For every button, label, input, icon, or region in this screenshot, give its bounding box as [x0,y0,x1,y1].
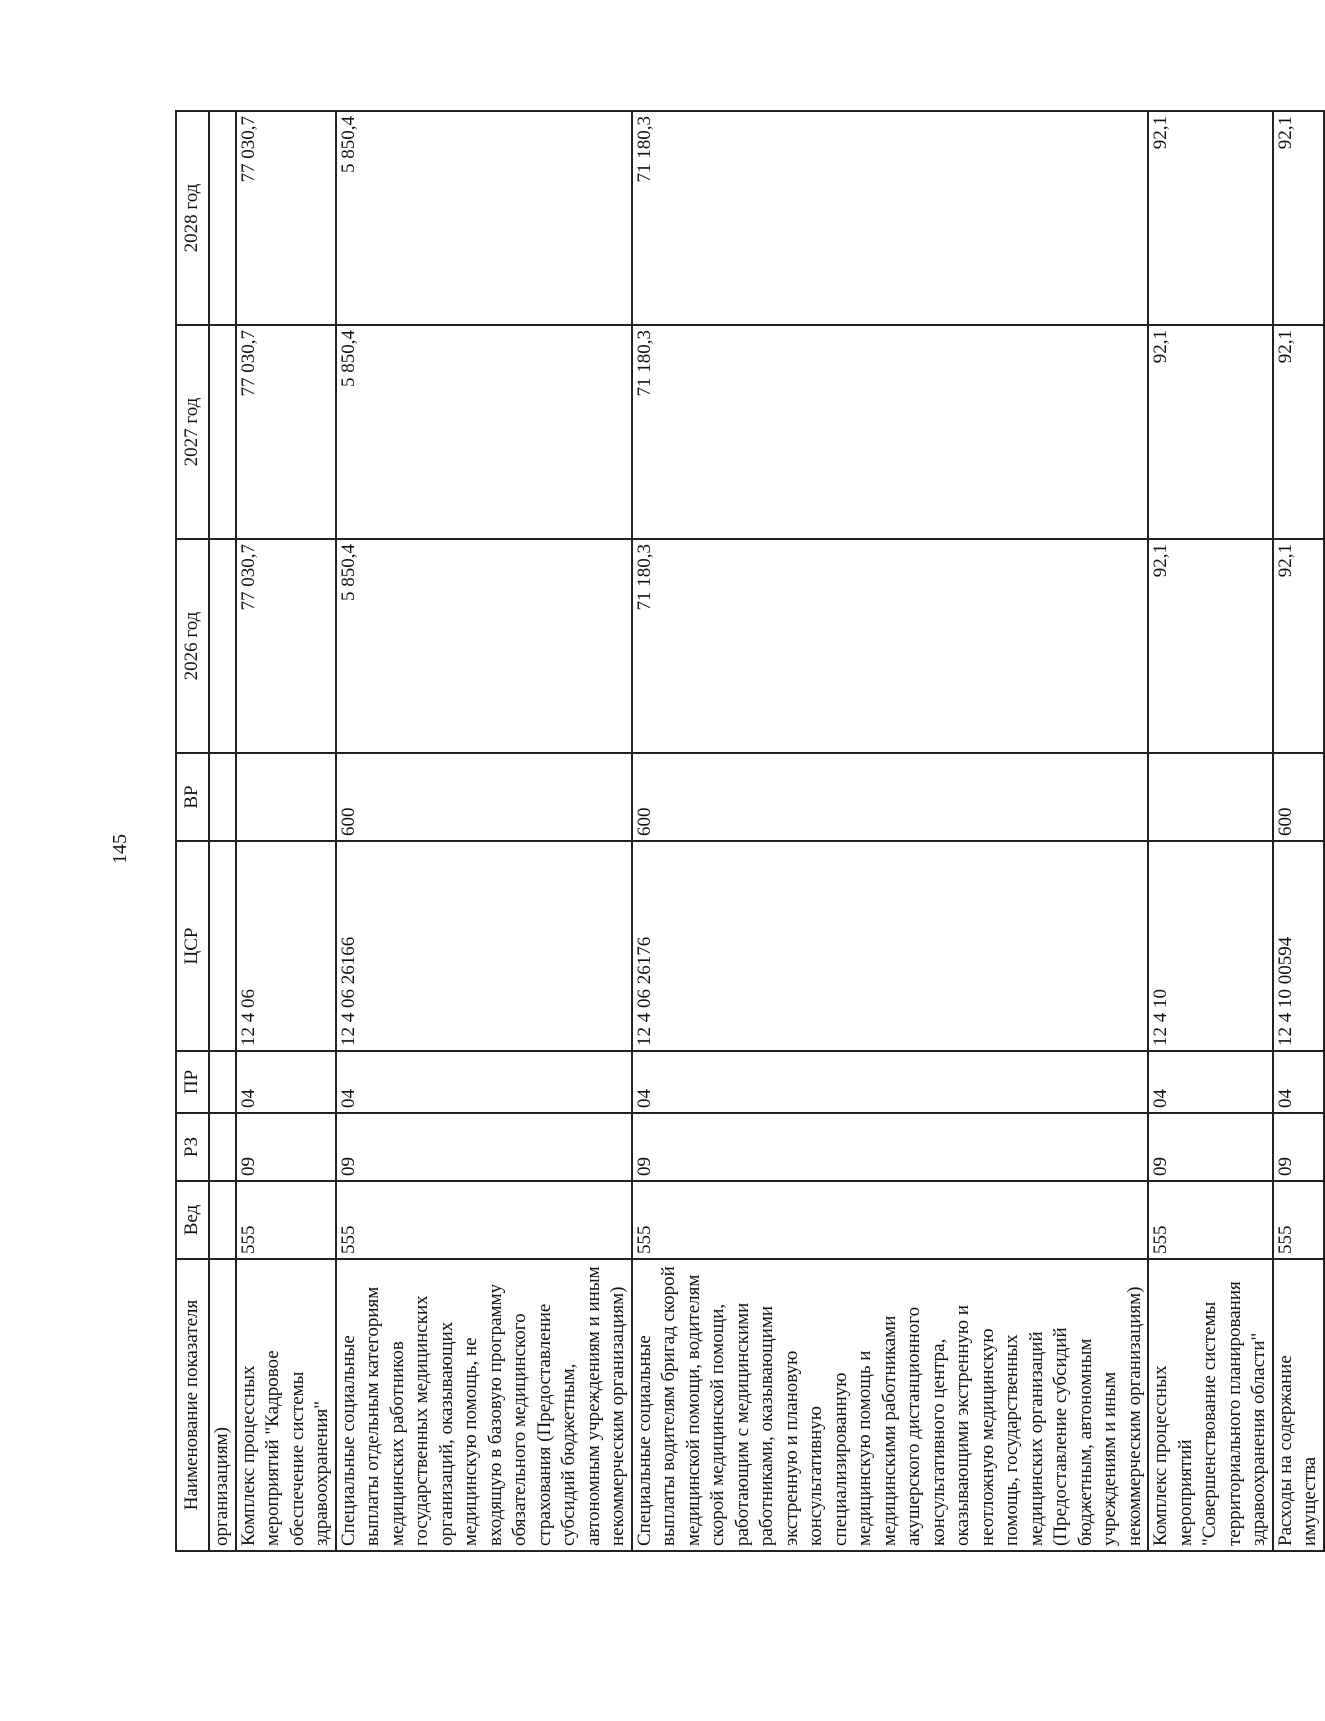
table-row [209,111,236,1551]
header-2027: 2027 год [176,325,209,539]
budget-table [175,110,1325,1552]
cell-csr: 12 4 10 [1148,841,1273,1051]
cell-2028: 5 850,4 [336,111,632,325]
cell-name: Комплекс процессных мероприятий "Совершенствование системы территориального планирования здравоохранения области" [1148,1259,1273,1551]
cell-ved: 555 [336,1181,632,1259]
cell-pr: 04 [1148,1051,1273,1113]
cell-2028: 92,1 [1148,111,1273,325]
table-row [236,111,336,1551]
cell-vr: 600 [336,753,632,841]
table-row [1148,111,1273,1551]
rotated-table-container [175,112,1320,1552]
cell-2028 [209,111,236,325]
cell-2027: 92,1 [1273,325,1324,539]
cell-2028: 92,1 [1273,111,1324,325]
cell-csr: 12 4 06 26166 [336,841,632,1051]
cell-2026 [209,539,236,753]
cell-vr [236,753,336,841]
header-rz: РЗ [176,1113,209,1181]
header-pr: ПР [176,1051,209,1113]
page-number: 145 [109,834,131,864]
cell-name: организациям) [209,1259,236,1551]
table-row [1273,111,1324,1551]
cell-2026: 92,1 [1148,539,1273,753]
cell-2026: 92,1 [1273,539,1324,753]
header-ved: Вед [176,1181,209,1259]
cell-name: Комплекс процессных мероприятий "Кадровое обеспечение системы здравоохранения" [236,1259,336,1551]
cell-pr: 04 [1273,1051,1324,1113]
cell-name: Специальные социальные выплаты водителям бригад скорой медицинской помощи, водителям скорой медицинской помощи, работающим с медицинскими работниками, оказывающими экстренную и плановую консультативную специализированную медицинскую помощь и медицинскими работниками акушерского дистанционного консультативного центра, оказывающими экстренную и неотложную медицинскую помощь, государственных медицинских организаций (Предоставление субсидий бюджетным, автономным учреждениям и иным некоммерческим организациям) [632,1259,1149,1551]
cell-2027: 77 030,7 [236,325,336,539]
cell-csr: 12 4 10 00594 [1273,841,1324,1051]
cell-name: Специальные социальные выплаты отдельным категориям медицинских работников государственных медицинских организаций, оказывающих медицинскую помощь, не входящую в базовую программу обязательного медицинского страхования (Предоставление субсидий бюджетным, автономным учреждениям и иным некоммерческим организациям) [336,1259,632,1551]
cell-vr: 600 [1273,753,1324,841]
cell-vr [1148,753,1273,841]
cell-2027: 92,1 [1148,325,1273,539]
cell-rz: 09 [1273,1113,1324,1181]
header-2028: 2028 год [176,111,209,325]
cell-pr: 04 [236,1051,336,1113]
cell-2028: 77 030,7 [236,111,336,325]
cell-ved: 555 [1273,1181,1324,1259]
cell-vr [209,753,236,841]
cell-rz [209,1113,236,1181]
header-name: Наименование показателя [176,1259,209,1551]
cell-csr [209,841,236,1051]
cell-2026: 5 850,4 [336,539,632,753]
cell-rz: 09 [1148,1113,1273,1181]
cell-ved: 555 [1148,1181,1273,1259]
cell-ved [209,1181,236,1259]
header-vr: ВР [176,753,209,841]
cell-rz: 09 [336,1113,632,1181]
cell-rz: 09 [632,1113,1149,1181]
cell-2028: 71 180,3 [632,111,1149,325]
cell-rz: 09 [236,1113,336,1181]
cell-vr: 600 [632,753,1149,841]
cell-2027: 71 180,3 [632,325,1149,539]
cell-csr: 12 4 06 26176 [632,841,1149,1051]
header-csr: ЦСР [176,841,209,1051]
cell-csr: 12 4 06 [236,841,336,1051]
table-row [336,111,632,1551]
cell-2027: 5 850,4 [336,325,632,539]
header-row [176,111,209,1551]
cell-pr: 04 [336,1051,632,1113]
cell-2026: 77 030,7 [236,539,336,753]
table-row [632,111,1149,1551]
cell-ved: 555 [236,1181,336,1259]
cell-ved: 555 [632,1181,1149,1259]
cell-pr: 04 [632,1051,1149,1113]
cell-2026: 71 180,3 [632,539,1149,753]
cell-name: Расходы на содержание имущества [1273,1259,1324,1551]
cell-pr [209,1051,236,1113]
header-2026: 2026 год [176,539,209,753]
cell-2027 [209,325,236,539]
